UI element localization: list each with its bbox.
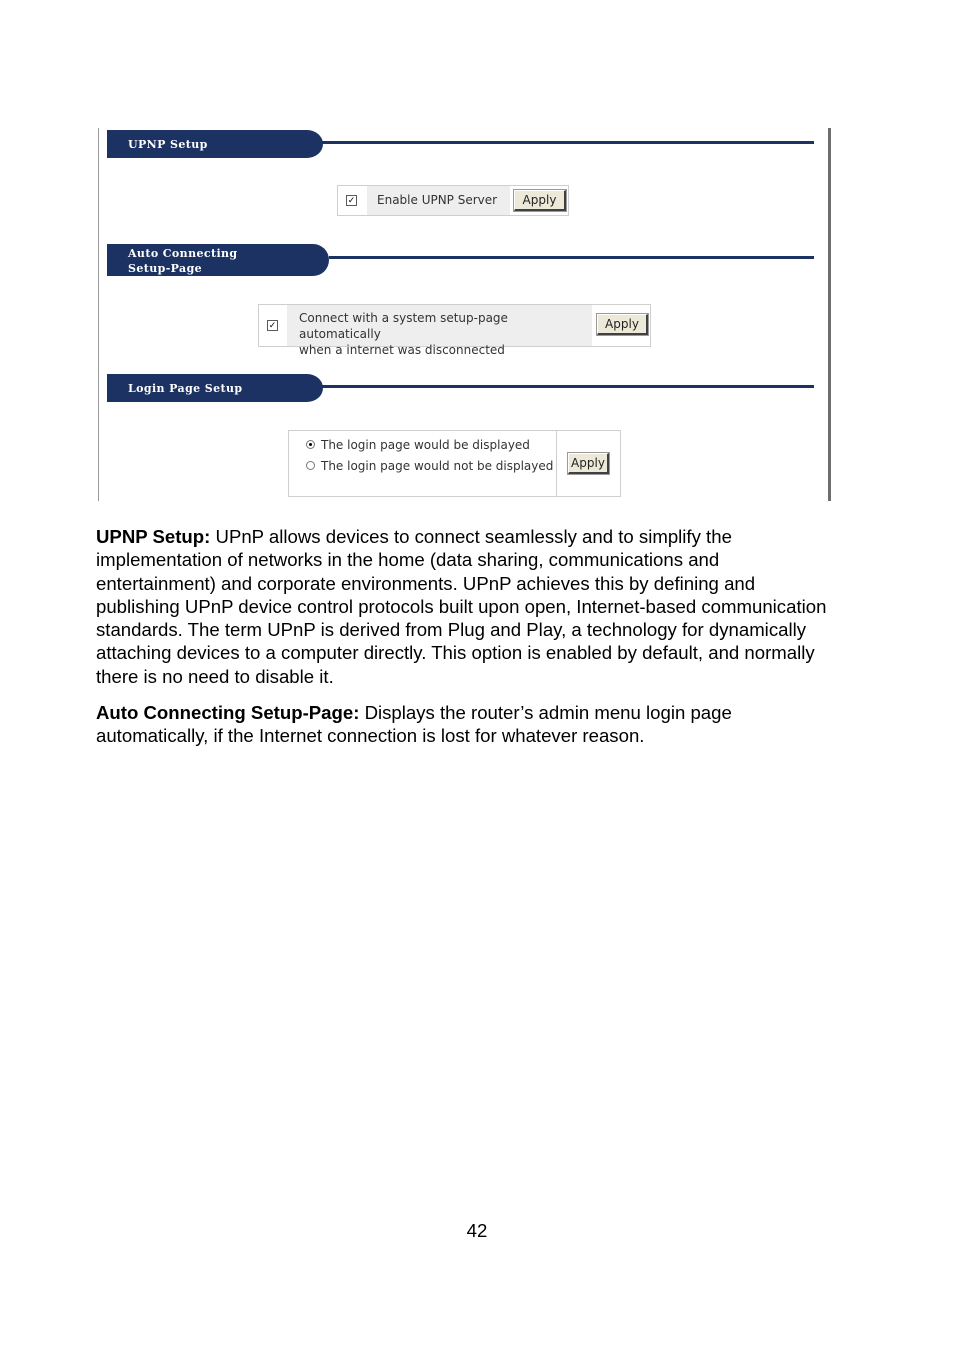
auto-connect-checkbox[interactable]: ✓ bbox=[268, 320, 277, 330]
login-setting-box bbox=[288, 430, 621, 497]
upnp-description-body: UPnP allows devices to connect seamlessly and to simplify the implementation of networks in the home (data sharing, communications and entertainment) and corporate environments. UPnP achieves this by defining and publishing UPnP device control protocols built upon open, Internet-based communication standards. The term UPnP is derived from Plug and Play, a technology for dynamically attaching devices to a computer directly. This option is enabled by default, and normally there is no need to disable it. bbox=[96, 526, 827, 687]
auto-connect-title-line2: Setup-Page bbox=[128, 262, 203, 275]
auto-connect-description-paragraph bbox=[96, 701, 836, 748]
upnp-description-paragraph bbox=[96, 525, 836, 688]
upnp-enable-label: Enable UPNP Server bbox=[367, 186, 510, 215]
auto-connect-section-tab bbox=[107, 244, 313, 276]
page-number: 42 bbox=[466, 1220, 488, 1241]
upnp-setting-box bbox=[337, 185, 569, 216]
auto-connect-section-rule bbox=[329, 256, 814, 259]
auto-connect-label bbox=[287, 305, 592, 357]
auto-connect-setting-box bbox=[258, 304, 651, 357]
upnp-section-tab bbox=[107, 130, 307, 158]
upnp-section-rule bbox=[321, 141, 814, 144]
login-option-hide-label: The login page would not be displayed bbox=[321, 459, 554, 473]
login-section-rule bbox=[321, 385, 814, 388]
auto-connect-section-header bbox=[107, 244, 814, 276]
login-option-display-radio[interactable] bbox=[306, 440, 315, 449]
auto-connect-label-line1: Connect with a system setup-page automatically bbox=[299, 311, 508, 341]
login-options-cell bbox=[289, 431, 557, 496]
auto-connect-apply-button[interactable]: Apply bbox=[597, 314, 648, 335]
auto-connect-title-line1: Auto Connecting bbox=[128, 247, 238, 260]
login-option-hide-radio[interactable] bbox=[306, 461, 315, 470]
login-section-header bbox=[107, 374, 814, 402]
login-section-tab bbox=[107, 374, 307, 402]
upnp-description-heading: UPNP Setup: bbox=[96, 526, 211, 547]
login-option-display-label: The login page would be displayed bbox=[321, 438, 530, 452]
auto-connect-label-line2: when a internet was disconnected bbox=[299, 343, 505, 357]
router-screenshot-panel bbox=[98, 128, 831, 501]
upnp-apply-button[interactable]: Apply bbox=[514, 190, 566, 211]
login-apply-button[interactable]: Apply bbox=[568, 453, 609, 474]
upnp-section-title: UPNP Setup bbox=[128, 138, 208, 151]
upnp-enable-checkbox[interactable]: ✓ bbox=[347, 195, 356, 205]
auto-connect-description-body: Displays the router’s admin menu login page automatically, if the Internet connection is lost for whatever reason. bbox=[96, 702, 732, 747]
login-section-title: Login Page Setup bbox=[128, 382, 243, 395]
auto-connect-description-heading: Auto Connecting Setup-Page: bbox=[96, 702, 360, 723]
upnp-section-header bbox=[107, 130, 814, 158]
